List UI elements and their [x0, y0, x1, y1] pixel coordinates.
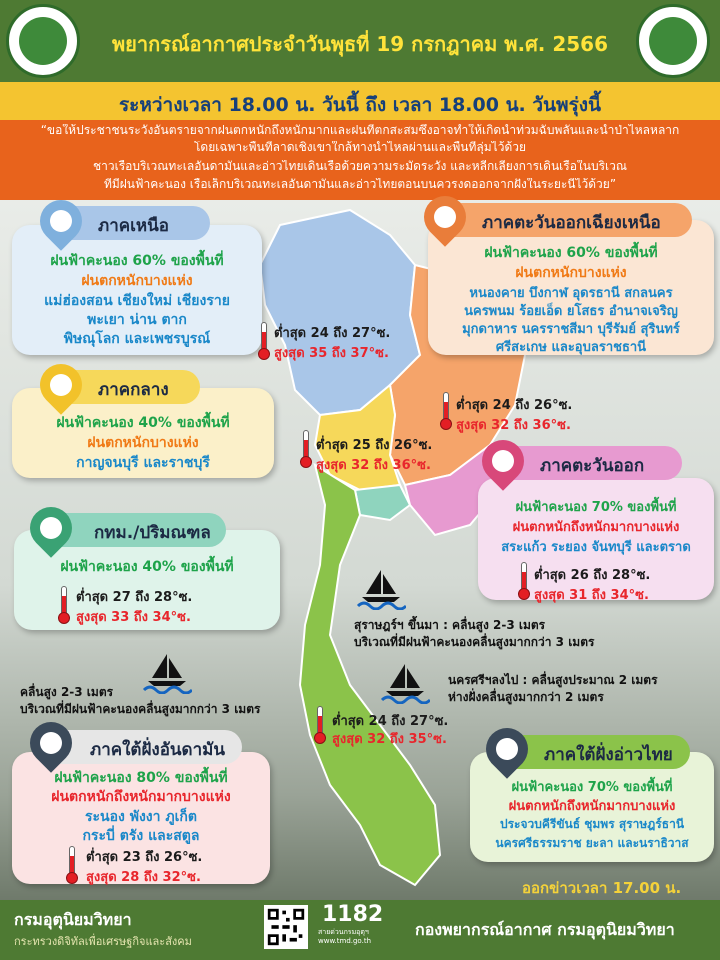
thermometer-icon: [66, 846, 78, 884]
hotline-caption: สายด่วนกรมอุตุฯ www.tmd.go.th: [318, 928, 371, 945]
temp-max: สูงสุด 31 ถึง 34°ซ.: [534, 588, 649, 603]
temp-min: ต่ำสุด 26 ถึง 28°ซ.: [534, 568, 651, 583]
hotline-number: 1182: [322, 902, 384, 927]
area-list: ศรีสะเกษ และอุบลราชธานี: [495, 340, 647, 355]
page-title: พยากรณ์อากาศประจำวันพุธที่ 19 กรกฎาคม พ.ศ. 2566: [111, 32, 609, 56]
region-tab-south-west: ภาคใต้ฝั่งอันดามัน: [36, 730, 242, 764]
footer-org: กรมอุตุนิยมวิทยา: [14, 910, 132, 929]
warning-line: ชาวเรือบริเวณทะเลอันดามันและอ่าวไทยเดินเรือด้วยความระมัดระวัง และหลีกเลี่ยงการเดินเรือในบริเวณ: [93, 160, 627, 173]
area-list: กระบี่ ตรัง และสตูล: [82, 828, 200, 844]
temp-max: สูงสุด 33 ถึง 34°ซ.: [76, 610, 191, 625]
region-tab-central: ภาคกลาง: [44, 370, 200, 404]
forecast-period: ระหว่างเวลา 18.00 น. วันนี้ ถึง เวลา 18.00 น. วันพรุ่งนี้: [118, 94, 602, 116]
temp-max: สูงสุด 32 ถึง 35°ซ.: [332, 732, 447, 747]
area-list: ระนอง พังงา ภูเก็ต: [85, 809, 197, 825]
thermometer-icon: [58, 586, 70, 624]
sea-condition: ห่างฝั่งคลื่นสูงมากกว่า 2 เมตร: [448, 690, 604, 704]
issued-time: ออกข่าวเวลา 17.00 น.: [522, 879, 682, 897]
warning-line: โดยเฉพาะพื้นที่ลาดเชิงเขาใกล้ทางน้ำไหลผ่านและพื้นที่ลุ่มไว้ด้วย: [193, 141, 527, 154]
temp-min: ต่ำสุด 24 ถึง 27°ซ.: [274, 326, 391, 341]
footer-ministry: กระทรวงดิจิทัลเพื่อเศรษฐกิจและสังคม: [14, 935, 192, 948]
area-list: แม่ฮ่องสอน เชียงใหม่ เชียงราย: [44, 293, 230, 309]
temp-min: ต่ำสุด 23 ถึง 26°ซ.: [86, 850, 203, 865]
thermometer-icon: [314, 706, 326, 744]
thermometer-icon: [440, 392, 452, 430]
rain-chance: ฝนฟ้าคะนอง 70% ของพื้นที่: [515, 500, 677, 515]
area-list: พิษณุโลก และเพชรบูรณ์: [63, 331, 211, 347]
temp-min: ต่ำสุด 24 ถึง 26°ซ.: [456, 398, 573, 413]
area-list: นครพนม ร้อยเอ็ด ยโสธร อำนาจเจริญ: [464, 304, 678, 319]
rain-chance: ฝนฟ้าคะนอง 60% ของพื้นที่: [50, 253, 224, 269]
temp-max: สูงสุด 32 ถึง 36°ซ.: [316, 458, 431, 473]
area-list: สระแก้ว ระยอง จันทบุรี และตราด: [501, 540, 691, 555]
area-list: นครศรีธรรมราช ยะลา และนราธิวาส: [495, 836, 689, 850]
warning-line: ที่มีฝนฟ้าคะนอง เรือเล็กบริเวณทะเลอันดามันและอ่าวไทยตอนบนควรงดออกจากฝั่งในระยะนี้ไว้ด้วย”: [103, 178, 617, 191]
sea-condition: บริเวณที่มีฝนฟ้าคะนองคลื่นสูงมากกว่า 3 เมตร: [20, 702, 261, 716]
heavy-rain: ฝนตกหนักบางแห่ง: [87, 435, 199, 451]
footer-division: กองพยากรณ์อากาศ กรมอุตุนิยมวิทยา: [415, 920, 675, 939]
rain-chance: ฝนฟ้าคะนอง 40% ของพื้นที่: [56, 415, 230, 431]
warning-line: “ขอให้ประชาชนระวังอันตรายจากฝนตกหนักถึงหนักมากและฝนที่ตกสะสมซึ่งอาจทำให้เกิดน้ำท่วมฉับพลันและน้ำป่าไหลหลาก: [40, 124, 680, 137]
boat-wave-icon: [380, 660, 430, 704]
rain-chance: ฝนฟ้าคะนอง 70% ของพื้นที่: [511, 780, 673, 795]
heavy-rain: ฝนตกหนักถึงหนักมากบางแห่ง: [51, 789, 231, 805]
qr-code-icon[interactable]: [264, 905, 308, 949]
heavy-rain: ฝนตกหนักถึงหนักมากบางแห่ง: [508, 799, 676, 814]
rain-chance: ฝนฟ้าคะนอง 80% ของพื้นที่: [54, 770, 228, 786]
temp-max: สูงสุด 35 ถึง 37°ซ.: [274, 346, 389, 361]
sea-condition: นครศรีฯลงไป : คลื่นสูงประมาณ 2 เมตร: [448, 673, 658, 687]
map-region-bangkok: [355, 485, 410, 520]
heavy-rain: ฝนตกหนักบางแห่ง: [81, 273, 193, 289]
area-list: มุกดาหาร นครราชสีมา บุรีรัมย์ สุรินทร์: [462, 322, 680, 337]
sea-condition: บริเวณที่มีฝนฟ้าคะนองคลื่นสูงมากกว่า 3 เมตร: [354, 635, 595, 649]
area-list: ประจวบคีรีขันธ์ ชุมพร สุราษฎร์ธานี: [499, 817, 685, 831]
area-list: พะเยา น่าน ตาก: [87, 312, 187, 328]
region-tab-northeast: ภาคตะวันออกเฉียงเหนือ: [428, 203, 692, 237]
area-list: หนองคาย บึงกาฬ อุดรธานี สกลนคร: [469, 286, 673, 301]
region-tab-south-east: ภาคใต้ฝั่งอ่าวไทย: [490, 735, 690, 769]
temp-min: ต่ำสุด 27 ถึง 28°ซ.: [76, 590, 193, 605]
thermometer-icon: [300, 430, 312, 468]
region-tab-east: ภาคตะวันออก: [486, 446, 682, 480]
heavy-rain: ฝนตกหนักบางแห่ง: [515, 265, 627, 281]
temp-min: ต่ำสุด 24 ถึง 27°ซ.: [332, 714, 449, 729]
thermometer-icon: [258, 322, 270, 360]
thermometer-icon: [518, 562, 530, 600]
temp-max: สูงสุด 28 ถึง 32°ซ.: [86, 870, 201, 885]
boat-wave-icon: [142, 650, 192, 694]
temp-max: สูงสุด 32 ถึง 36°ซ.: [456, 418, 571, 433]
region-tab-bangkok: กทม./ปริมณฑล: [40, 513, 226, 547]
sea-condition: สุราษฎร์ฯ ขึ้นมา : คลื่นสูง 2-3 เมตร: [354, 618, 546, 632]
sea-condition: คลื่นสูง 2-3 เมตร: [20, 685, 114, 699]
heavy-rain: ฝนตกหนักถึงหนักมากบางแห่ง: [512, 520, 680, 535]
area-list: กาญจนบุรี และราชบุรี: [76, 455, 210, 471]
rain-chance: ฝนฟ้าคะนอง 60% ของพื้นที่: [484, 245, 658, 261]
boat-wave-icon: [356, 566, 406, 610]
region-tab-north: ภาคเหนือ: [44, 206, 210, 240]
rain-chance: ฝนฟ้าคะนอง 40% ของพื้นที่: [60, 559, 234, 575]
temp-min: ต่ำสุด 25 ถึง 26°ซ.: [316, 438, 433, 453]
tmd-logo-right: [636, 4, 710, 78]
tmd-logo-left: [6, 4, 80, 78]
